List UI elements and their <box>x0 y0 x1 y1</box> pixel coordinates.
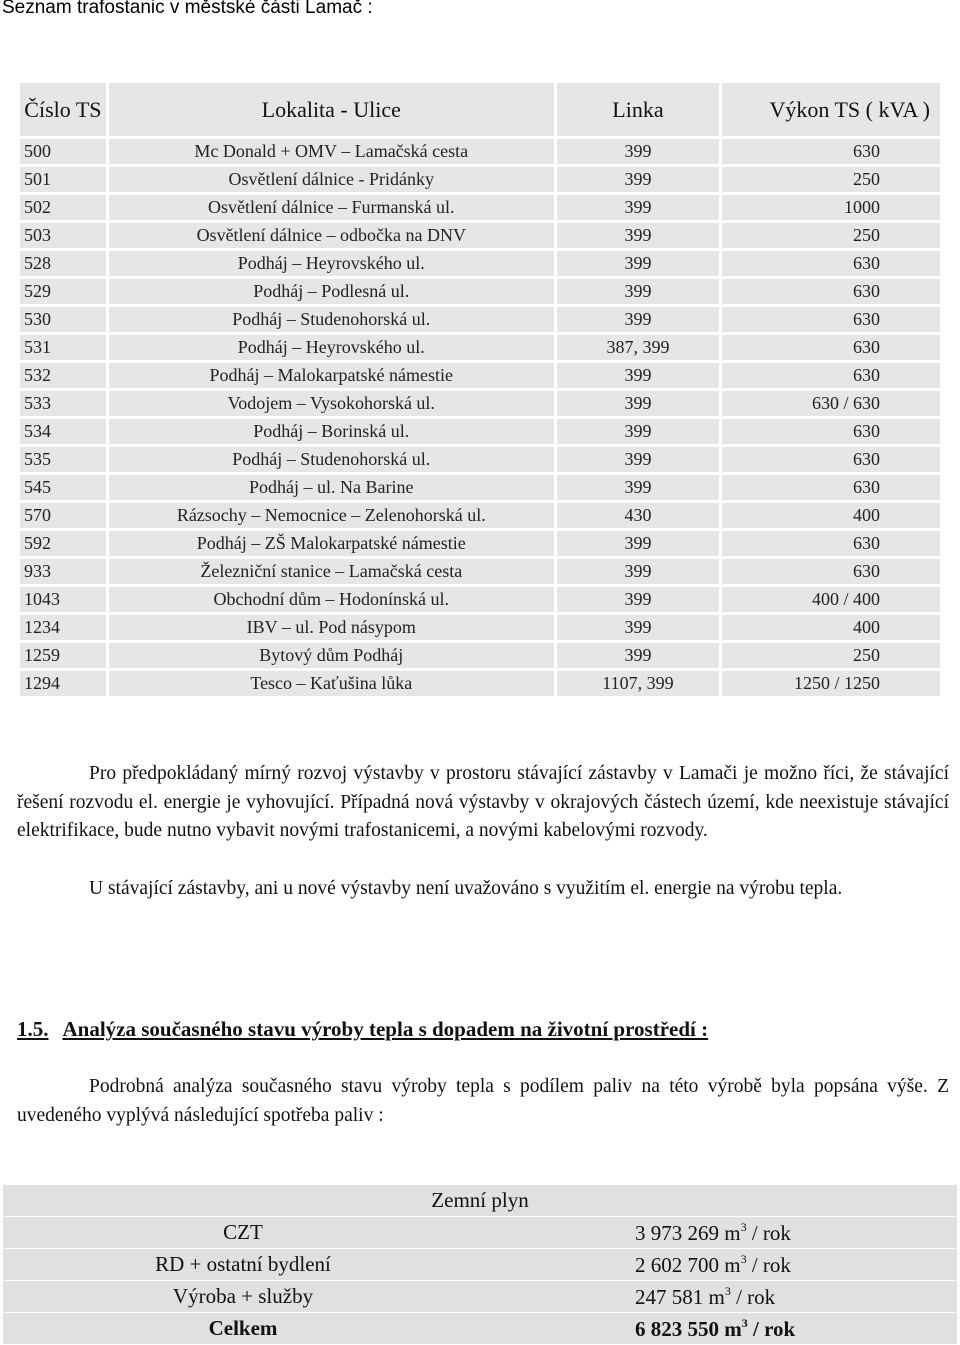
cell-id: 933 <box>20 559 106 584</box>
section-title: Analýza současného stavu výroby tepla s dopadem na životní prostředí : <box>62 1017 709 1041</box>
cell-line: 399 <box>557 223 719 248</box>
cell-line: 399 <box>557 587 719 612</box>
cell-power: 630 <box>722 559 940 584</box>
gas-row-label: CZT <box>3 1217 483 1249</box>
table-row <box>20 531 940 556</box>
cell-location: Podháj – Studenohorská ul. <box>109 447 554 472</box>
cell-power: 630 <box>722 335 940 360</box>
gas-unit-suffix: / rok <box>746 1252 791 1277</box>
table-row <box>20 419 940 444</box>
gas-row-value <box>483 1281 957 1313</box>
transformer-station-table <box>17 80 943 699</box>
cell-power: 630 <box>722 419 940 444</box>
gas-value-number: 3 973 269 <box>635 1220 719 1245</box>
section-number: 1.5. <box>17 1017 49 1041</box>
table-row <box>20 363 940 388</box>
cell-location: Tesco – Kaťušina lůka <box>109 671 554 696</box>
gas-row-value <box>483 1217 957 1249</box>
cell-id: 528 <box>20 251 106 276</box>
column-header-location: Lokalita - Ulice <box>109 83 554 136</box>
cell-id: 503 <box>20 223 106 248</box>
cell-power: 630 / 630 <box>722 391 940 416</box>
cell-power: 1250 / 1250 <box>722 671 940 696</box>
cell-line: 387, 399 <box>557 335 719 360</box>
table-row <box>20 447 940 472</box>
gas-unit-exponent: 3 <box>740 1219 747 1234</box>
cell-location: Podháj – Malokarpatské námestie <box>109 363 554 388</box>
cell-power: 630 <box>722 307 940 332</box>
gas-row-value <box>483 1249 957 1281</box>
cell-location: Vodojem – Vysokohorská ul. <box>109 391 554 416</box>
cell-location: Podháj – Studenohorská ul. <box>109 307 554 332</box>
table-row <box>20 251 940 276</box>
cell-power: 400 <box>722 503 940 528</box>
table-row <box>20 139 940 164</box>
cell-power: 250 <box>722 643 940 668</box>
gas-row <box>3 1217 957 1249</box>
cell-location: Podháj – Heyrovského ul. <box>109 251 554 276</box>
gas-unit: m <box>724 1252 741 1277</box>
paragraph-fuel-text: Podrobná analýza současného stavu výroby tepla s podílem paliv na této výrobě byla popsána výše. Z uvedeného vyplývá následující spotřeba paliv : <box>17 1076 949 1126</box>
cell-location: Podháj – Heyrovského ul. <box>109 335 554 360</box>
cell-location: Osvětlení dálnice – Furmanská ul. <box>109 195 554 220</box>
column-header-id: Číslo TS <box>20 83 106 136</box>
gas-unit-exponent: 3 <box>741 1315 748 1330</box>
page-title: Seznam trafostanic v městské části Lamač : <box>2 0 373 18</box>
gas-header-row <box>3 1185 957 1217</box>
cell-location: Osvětlení dálnice – odbočka na DNV <box>109 223 554 248</box>
cell-line: 399 <box>557 615 719 640</box>
table-row <box>20 195 940 220</box>
table-row <box>20 223 940 248</box>
cell-power: 630 <box>722 139 940 164</box>
cell-id: 535 <box>20 447 106 472</box>
cell-line: 399 <box>557 643 719 668</box>
cell-id: 501 <box>20 167 106 192</box>
cell-location: Podháj – ZŠ Malokarpatské námestie <box>109 531 554 556</box>
paragraph-heating <box>17 875 949 904</box>
table-row <box>20 587 940 612</box>
cell-line: 399 <box>557 475 719 500</box>
cell-line: 399 <box>557 195 719 220</box>
table-row <box>20 335 940 360</box>
gas-value-number: 6 823 550 <box>635 1316 719 1341</box>
paragraph-electricity-text: Pro předpokládaný mírný rozvoj výstavby v prostoru stávající zástavby v Lamači je možno říci, že stávající řešení rozvodu el. energie je vyhovující. Případná nová výstavby v okrajových částech území, kde neexistuje stávající elektrifikace, bude nutno vybavit novými trafostanicemi, a novými kabelovými rozvody. <box>17 763 949 841</box>
table-row <box>20 615 940 640</box>
cell-location: Mc Donald + OMV – Lamačská cesta <box>109 139 554 164</box>
cell-line: 430 <box>557 503 719 528</box>
section-heading <box>17 1017 708 1042</box>
cell-line: 399 <box>557 279 719 304</box>
table-row <box>20 279 940 304</box>
table-header-row <box>20 83 940 136</box>
cell-line: 399 <box>557 251 719 276</box>
cell-id: 533 <box>20 391 106 416</box>
gas-row <box>3 1281 957 1313</box>
gas-unit-exponent: 3 <box>740 1251 747 1266</box>
cell-id: 592 <box>20 531 106 556</box>
cell-id: 530 <box>20 307 106 332</box>
cell-power: 250 <box>722 167 940 192</box>
table-row <box>20 559 940 584</box>
cell-id: 545 <box>20 475 106 500</box>
cell-power: 630 <box>722 251 940 276</box>
gas-header: Zemní plyn <box>3 1185 957 1217</box>
gas-row-value <box>483 1313 957 1345</box>
cell-id: 1294 <box>20 671 106 696</box>
cell-power: 630 <box>722 475 940 500</box>
cell-power: 630 <box>722 363 940 388</box>
cell-power: 400 / 400 <box>722 587 940 612</box>
cell-location: Podháj – Borinská ul. <box>109 419 554 444</box>
gas-row-label: Celkem <box>3 1313 483 1345</box>
cell-line: 399 <box>557 307 719 332</box>
cell-id: 1234 <box>20 615 106 640</box>
cell-location: IBV – ul. Pod násypom <box>109 615 554 640</box>
cell-line: 399 <box>557 419 719 444</box>
cell-power: 630 <box>722 447 940 472</box>
cell-line: 1107, 399 <box>557 671 719 696</box>
table-row <box>20 671 940 696</box>
cell-location: Osvětlení dálnice - Pridánky <box>109 167 554 192</box>
cell-id: 529 <box>20 279 106 304</box>
table-row <box>20 167 940 192</box>
gas-row-label: Výroba + služby <box>3 1281 483 1313</box>
cell-id: 570 <box>20 503 106 528</box>
gas-unit-suffix: / rok <box>747 1316 796 1341</box>
gas-unit: m <box>724 1316 742 1341</box>
cell-line: 399 <box>557 531 719 556</box>
cell-location: Železniční stanice – Lamačská cesta <box>109 559 554 584</box>
cell-location: Obchodní dům – Hodonínská ul. <box>109 587 554 612</box>
table-row <box>20 391 940 416</box>
gas-value-number: 2 602 700 <box>635 1252 719 1277</box>
cell-power: 630 <box>722 279 940 304</box>
cell-line: 399 <box>557 447 719 472</box>
gas-unit: m <box>724 1220 741 1245</box>
cell-id: 502 <box>20 195 106 220</box>
gas-total-row <box>3 1313 957 1345</box>
cell-location: Podháj – ul. Na Barine <box>109 475 554 500</box>
column-header-line: Linka <box>557 83 719 136</box>
cell-power: 1000 <box>722 195 940 220</box>
table-row <box>20 503 940 528</box>
cell-line: 399 <box>557 391 719 416</box>
paragraph-heating-text: U stávající zástavby, ani u nové výstavby není uvažováno s využitím el. energie na výrobu tepla. <box>89 878 843 899</box>
table-body <box>20 139 940 696</box>
gas-row-label: RD + ostatní bydlení <box>3 1249 483 1281</box>
cell-id: 1259 <box>20 643 106 668</box>
cell-line: 399 <box>557 139 719 164</box>
cell-line: 399 <box>557 167 719 192</box>
column-header-power: Výkon TS ( kVA ) <box>722 83 940 136</box>
gas-consumption-table <box>3 1185 957 1345</box>
paragraph-electricity <box>17 760 949 846</box>
cell-line: 399 <box>557 559 719 584</box>
cell-line: 399 <box>557 363 719 388</box>
cell-id: 534 <box>20 419 106 444</box>
cell-power: 400 <box>722 615 940 640</box>
gas-unit-suffix: / rok <box>730 1284 776 1309</box>
cell-id: 500 <box>20 139 106 164</box>
cell-location: Podháj – Podlesná ul. <box>109 279 554 304</box>
gas-value-number: 247 581 <box>635 1284 704 1309</box>
gas-row <box>3 1249 957 1281</box>
gas-unit: m <box>708 1284 725 1309</box>
table-row <box>20 307 940 332</box>
cell-power: 630 <box>722 531 940 556</box>
cell-id: 531 <box>20 335 106 360</box>
cell-id: 532 <box>20 363 106 388</box>
cell-power: 250 <box>722 223 940 248</box>
cell-id: 1043 <box>20 587 106 612</box>
table-row <box>20 643 940 668</box>
gas-unit-exponent: 3 <box>724 1283 731 1298</box>
gas-table-body <box>3 1185 957 1345</box>
table-row <box>20 475 940 500</box>
gas-unit-suffix: / rok <box>746 1220 791 1245</box>
cell-location: Rázsochy – Nemocnice – Zelenohorská ul. <box>109 503 554 528</box>
cell-location: Bytový dům Podháj <box>109 643 554 668</box>
paragraph-fuel <box>17 1073 949 1130</box>
